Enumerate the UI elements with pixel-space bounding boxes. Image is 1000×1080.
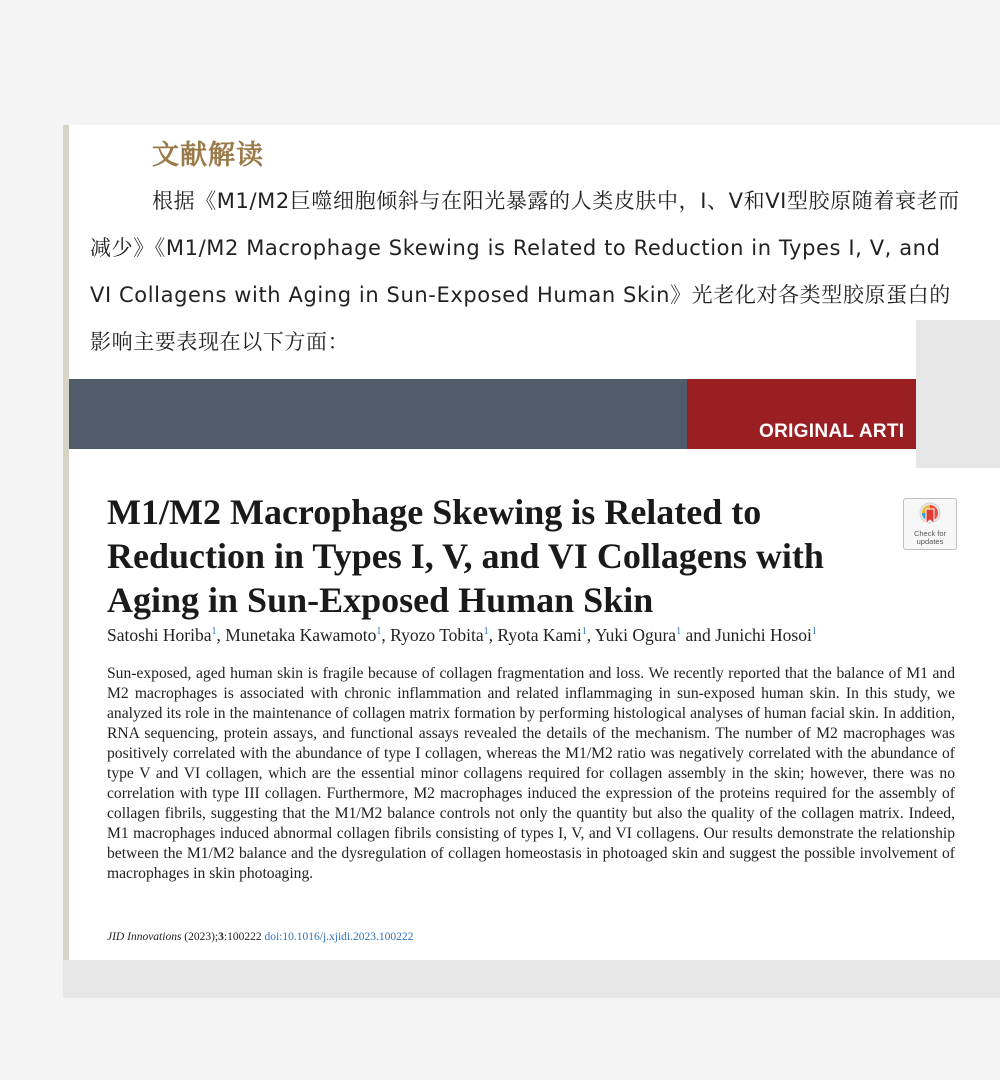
- badge-line: updates: [916, 537, 944, 546]
- citation-year: (2023);: [181, 931, 219, 943]
- badge-line: Check for: [913, 529, 947, 538]
- author-name: Munetaka Kawamoto: [225, 625, 377, 645]
- citation: [107, 931, 413, 943]
- paper-title-line: M1/M2 Macrophage Skewing is Related to: [107, 492, 762, 532]
- article-banner-red: [687, 379, 916, 449]
- doi-link[interactable]: doi:10.1016/j.xjidi.2023.100222: [264, 931, 414, 943]
- citation-volume: 3: [218, 931, 224, 943]
- paper-title-line: Aging in Sun-Exposed Human Skin: [107, 580, 654, 620]
- author-name: Yuki Ogura: [594, 625, 677, 645]
- author-name: Junichi Hosoi: [715, 625, 812, 645]
- paper-title: [107, 490, 897, 622]
- abstract-text: Sun-exposed, aged human skin is fragile because of collagen fragmentation and loss. We recently reported that the balance of M1 and M2 macrophages is associated with chronic inflammation and related inflammaging in sun-exposed human skin. In this study, we analyzed its role in the maintenance of collagen matrix formation by performing histological analyses of human facial skin. In addition, RNA sequencing, protein assays, and functional assays revealed the details of the mechanism. The number of M2 macrophages was positively correlated with the abundance of type I collagen, whereas the M1/M2 ratio was negatively correlated with the abundance of type V and VI collagen, which are the essential minor collagens required for collagen assembly in the skin; however, there was no correlation with type III collagen. Furthermore, M2 macrophages induced the expression of the proteins required for the assembly of collagen fibrils, suggesting that the M1/M2 balance controls not only the quantity but also the quality of the collagen matrix. Indeed, M1 macrophages induced abnormal collagen fibrils consisting of types I, V, and VI collagens. Our results demonstrate the relationship between the M1/M2 balance and the dysregulation of collagen homeostasis in photoaged skin and suggest the possible involvement of macrophages in skin photoaging.: [107, 665, 955, 882]
- author-separator: ,: [586, 625, 595, 645]
- affiliation-mark: 1: [581, 626, 587, 638]
- author-separator: ,: [488, 625, 498, 645]
- author-separator: ,: [381, 625, 391, 645]
- author-separator: ,: [216, 625, 226, 645]
- citation-pages: :100222: [223, 931, 265, 943]
- affiliation-mark: 1: [811, 626, 817, 638]
- intro-paragraph: 根据《M1/M2巨噬细胞倾斜与在阳光暴露的人类皮肤中，I、V和VI型胶原随着衰老而减少》《M1/M2 Macrophage Skewing is Related to Reduction in Types I, V, and VI Collagens with Aging in Sun-Exposed Human Skin》光老化对各类型胶原蛋白的影响主要表现在以下方面：: [90, 189, 960, 354]
- affiliation-mark: 1: [211, 626, 217, 638]
- author-name: Satoshi Horiba: [107, 625, 212, 645]
- article-type-label: ORIGINAL ARTI: [759, 421, 905, 442]
- side-tab: [916, 320, 1000, 468]
- author-list: [107, 625, 957, 646]
- affiliation-mark: 1: [676, 626, 682, 638]
- author-and: and: [681, 625, 716, 645]
- section-heading: 文献解读: [152, 140, 264, 171]
- paper-title-line: Reduction in Types I, V, and VI Collagens with: [107, 536, 824, 576]
- author-name: Ryozo Tobita: [390, 625, 484, 645]
- article-banner-gray: [69, 379, 687, 449]
- left-accent-rule: [63, 125, 69, 960]
- journal-name: JID Innovations: [107, 931, 182, 943]
- bookmark-icon: [919, 502, 941, 530]
- badge-text: [904, 530, 956, 546]
- affiliation-mark: 1: [483, 626, 489, 638]
- author-name: Ryota Kami: [497, 625, 582, 645]
- affiliation-mark: 1: [376, 626, 382, 638]
- check-for-updates-badge[interactable]: [903, 498, 957, 550]
